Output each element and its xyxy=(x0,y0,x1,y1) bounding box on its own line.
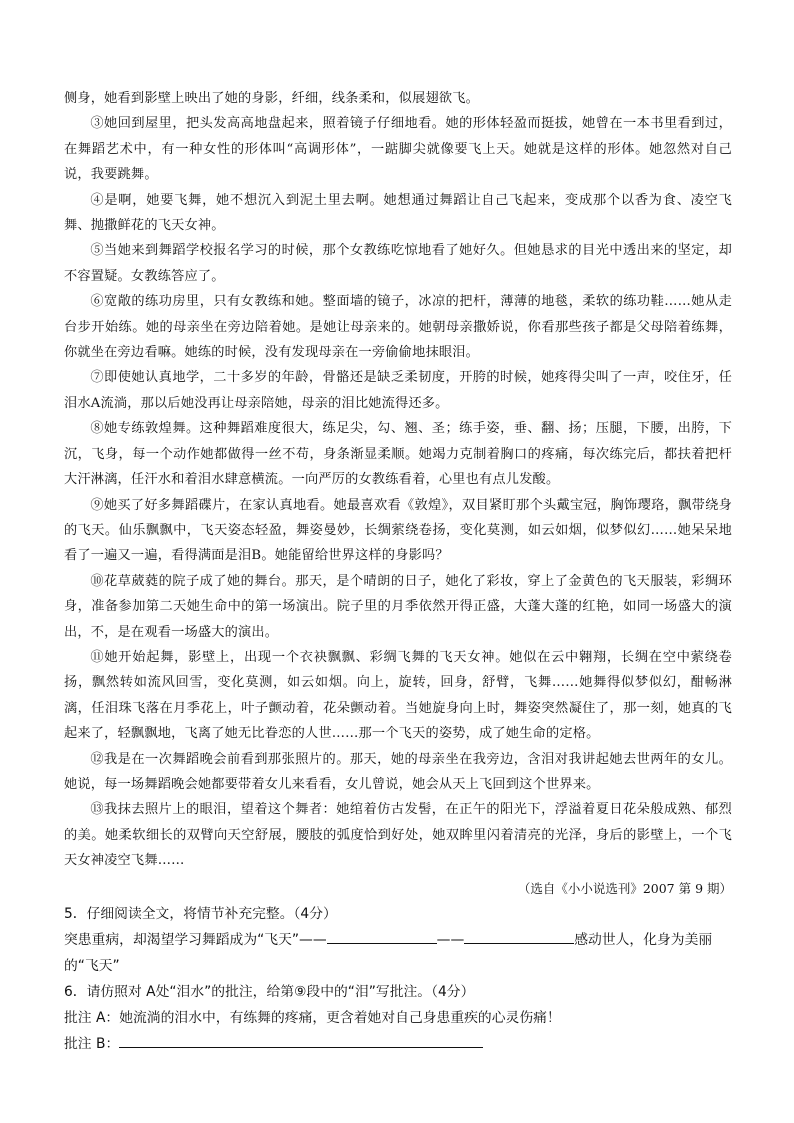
paragraph-6: ⑥宽敞的练功房里，只有女教练和她。整面墙的镜子，冰凉的把杆，薄薄的地毯，柔软的练功鞋……她从走台步开始练。她的母亲坐在旁边陪着她。是她让母亲来的。她朝母亲撒娇说，你看那些孩子都是父母陪着练舞，你就坐在旁边看嘛。她练的时候，没有发现母亲在一旁偷偷地抹眼泪。 xyxy=(64,294,732,361)
question-5-text-a: 突患重病，却渴望学习舞蹈成为“飞天”—— xyxy=(64,931,327,948)
question-5-text-c: 的“飞天” xyxy=(64,957,120,974)
answer-blank-2[interactable] xyxy=(464,929,574,944)
paragraph-7: ⑦即使她认真地学，二十多岁的年龄，骨骼还是缺乏柔韧度，开胯的时候，她疼得尖叫了一声，咬住牙，任泪水A流淌，那以后她没再让母亲陪她，母亲的泪比她流得还多。 xyxy=(64,370,732,411)
answer-blank-1[interactable] xyxy=(327,929,437,944)
question-5-stem: 5．仔细阅读全文，将情节补充完整。（4分） xyxy=(64,905,337,922)
annotation-b-blank[interactable] xyxy=(119,1033,483,1048)
question-5-text-b: 感动世人，化身为美丽 xyxy=(574,931,713,948)
question-5-dash: —— xyxy=(436,931,465,948)
paragraph-5: ⑤当她来到舞蹈学校报名学习的时候，那个女教练吃惊地看了她好久。但她恳求的目光中透出来的坚定，却不容置疑。女教练答应了。 xyxy=(64,243,732,284)
paragraph-8: ⑧她专练敦煌舞。这种舞蹈难度很大，练足尖，勾、翘、圣；练手姿，垂、翻、扬；压腿，下腰，出胯，下沉，飞身，每一个动作她都做得一丝不苟，身条渐显柔顺。她竭力克制着胸口的疼痛，每次练完后，都扶着把杆大汗淋漓，任汗水和着泪水肆意横流。一向严厉的女教练看着，心里也有点儿发酸。 xyxy=(64,421,732,488)
annotation-b-line xyxy=(64,1031,732,1057)
paragraph-continuation: 侧身，她看到影壁上映出了她的身影，纤细，线条柔和，似展翅欲飞。 xyxy=(64,91,480,106)
paragraph-4: ④是啊，她要飞舞，她不想沉入到泥土里去啊。她想通过舞蹈让自己飞起来，变成那个以香为食、凌空飞舞、抛撒鲜花的飞天女神。 xyxy=(64,192,732,234)
question-5 xyxy=(64,901,732,979)
question-5-plot-line xyxy=(64,927,732,953)
source-citation: （选自《小小说选刊》2007 第 9 期） xyxy=(517,880,732,896)
question-6-stem: 6．请仿照对 A处“泪水”的批注，给第⑨段中的“泪”写批注。（4分） xyxy=(64,983,475,1000)
exam-page xyxy=(64,86,732,1057)
annotation-a: 批注 A：她流淌的泪水中，有练舞的疼痛，更含着她对自己身患重疾的心灵伤痛！ xyxy=(64,1009,561,1026)
paragraph-3: ③她回到屋里，把头发高高地盘起来，照着镜子仔细地看。她的形体轻盈而挺拔，她曾在一本书里看到过，在舞蹈艺术中，有一种女性的形体叫“高调形体”，一踮脚尖就像要飞上天。她就是这样的形体。她忽然对自己说，我要跳舞。 xyxy=(64,116,732,183)
question-6 xyxy=(64,979,732,1057)
paragraph-13: ⑬我抹去照片上的眼泪，望着这个舞者：她绾着仿古发髻，在正午的阳光下，浮溢着夏日花朵般成熟、郁烈的美。她柔软细长的双臂向天空舒展，腰肢的弧度恰到好处，她双眸里闪着清亮的光泽，身后的影壁上，一个飞天女神凌空飞舞…… xyxy=(64,802,732,869)
paragraph-10: ⑩花草葳蕤的院子成了她的舞台。那天，是个晴朗的日子，她化了彩妆，穿上了金黄色的飞天服装，彩绸环身，准备参加第二天她生命中的第一场演出。院子里的月季依然开得正盛，大蓬大蓬的红艳，如同一场盛大的演出，不，是在观看一场盛大的演出。 xyxy=(64,573,732,640)
reading-passage xyxy=(64,86,732,901)
paragraph-12: ⑫我是在一次舞蹈晚会前看到那张照片的。那天，她的母亲坐在我旁边，含泪对我讲起她去世两年的女儿。她说，每一场舞蹈晚会她都要带着女儿来看看，女儿曾说，她会从天上飞回到这个世界来。 xyxy=(64,751,732,792)
annotation-b-label: 批注 B： xyxy=(64,1035,120,1052)
paragraph-9: ⑨她买了好多舞蹈碟片，在家认真地看。她最喜欢看《敦煌》，双目紧盯那个头戴宝冠，胸饰璎珞，飘带绕身的飞天。仙乐飘飘中，飞天姿态轻盈，舞姿曼妙，长绸萦绕卷扬，变化莫测，如云如烟，似梦似幻……她呆呆地看了一遍又一遍，看得满面是泪B。她能留给世界这样的身影吗？ xyxy=(64,497,732,564)
paragraph-11: ⑪她开始起舞，影壁上，出现一个衣袂飘飘、彩绸飞舞的飞天女神。她似在云中翱翔，长绸在空中萦绕卷扬，飘然转如流风回雪，变化莫测，如云如烟。向上，旋转，回身，舒臂，飞舞……她舞得似梦似幻，酣畅淋漓，任泪珠飞落在月季花上，叶子颤动着，花朵颤动着。当她旋身向上时，舞姿突然凝住了，那一刻，她真的飞起来了，轻飘飘地，飞离了她无比眷恋的人世……那一个飞天的姿势，成了她生命的定格。 xyxy=(64,649,732,742)
